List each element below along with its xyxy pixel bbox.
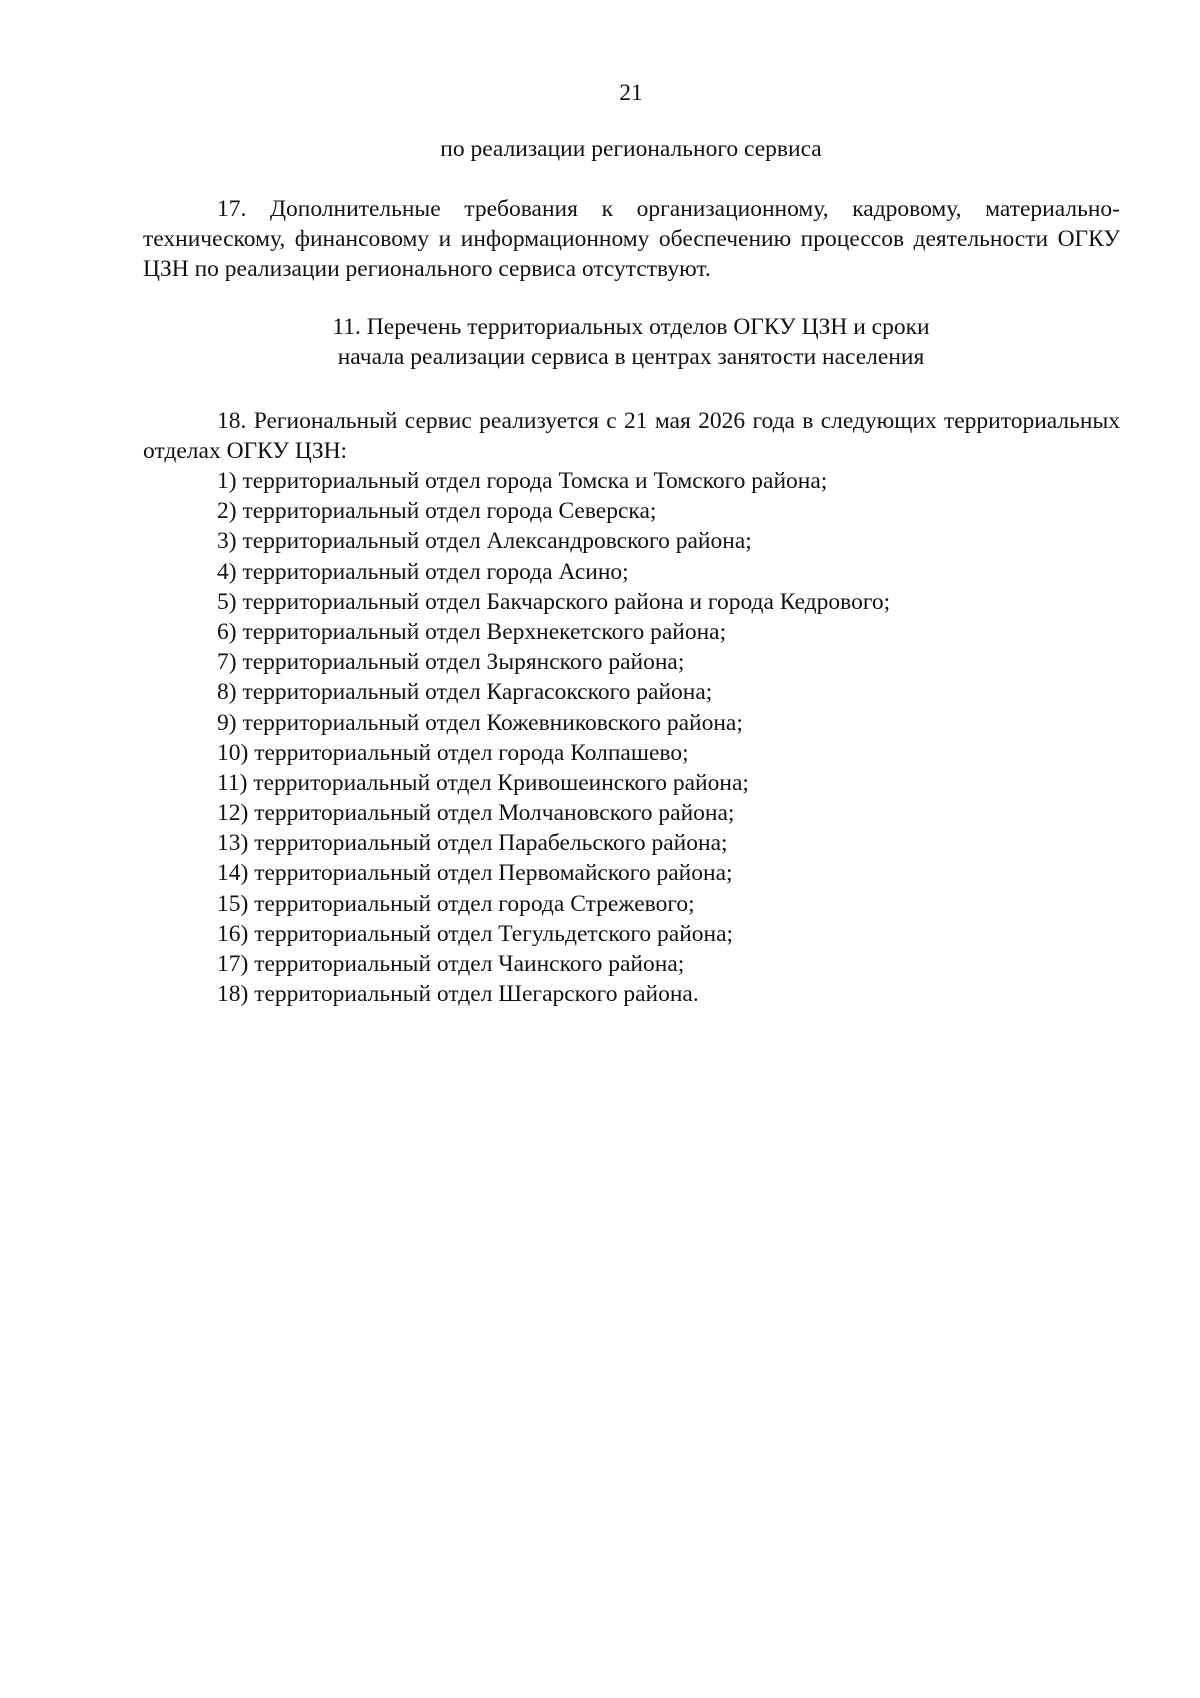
list-item: 13) территориальный отдел Парабельского района;: [217, 830, 728, 857]
section-heading: [0, 312, 1200, 372]
list-item: 5) территориальный отдел Бакчарского района и города Кедрового;: [217, 588, 891, 615]
list-item: 3) территориальный отдел Александровского района;: [217, 528, 752, 555]
list-item: 10) территориальный отдел города Колпашево;: [217, 739, 689, 766]
list-item: 2) территориальный отдел города Северска;: [217, 498, 657, 525]
list-item: 16) территориальный отдел Тегульдетского района;: [217, 920, 734, 947]
list-item: 15) территориальный отдел города Стрежевого;: [217, 890, 695, 917]
territorial-departments-list: [217, 466, 1117, 1009]
page-number: 21: [619, 80, 643, 106]
list-item: 17) территориальный отдел Чаинского района;: [217, 951, 685, 977]
paragraph-17: 17. Дополнительные требования к организационному, кадровому, материально-техническому, финансовому и информационному обеспечению процессов деятельности ОГКУ ЦЗН по реализации регионального сервиса отсутствуют.: [143, 196, 1120, 282]
list-item: 14) территориальный отдел Первомайского района;: [217, 860, 733, 887]
list-item: 4) территориальный отдел города Асино;: [217, 558, 629, 585]
list-item: 6) территориальный отдел Верхнекетского района;: [217, 618, 727, 645]
list-item: 8) территориальный отдел Каргасокского района;: [217, 679, 713, 706]
list-item: 9) территориальный отдел Кожевниковского района;: [217, 709, 743, 736]
section-heading-line-1: 11. Перечень территориальных отделов ОГКУ ЦЗН и сроки: [332, 314, 930, 340]
list-item: 18) территориальный отдел Шегарского района.: [217, 981, 699, 1008]
list-item: 1) территориальный отдел города Томска и Томского района;: [217, 468, 828, 494]
section-heading-line-2: начала реализации сервиса в центрах занятости населения: [337, 344, 925, 370]
section-subtitle: по реализации регионального сервиса: [440, 136, 822, 162]
paragraph-18: 18. Региональный сервис реализуется с 21 мая 2026 года в следующих территориальных отделах ОГКУ ЦЗН:: [143, 408, 1120, 464]
list-item: 12) территориальный отдел Молчановского района;: [217, 800, 735, 827]
list-item: 7) территориальный отдел Зырянского района;: [217, 649, 685, 676]
list-item: 11) территориальный отдел Кривошеинского района;: [217, 769, 749, 796]
